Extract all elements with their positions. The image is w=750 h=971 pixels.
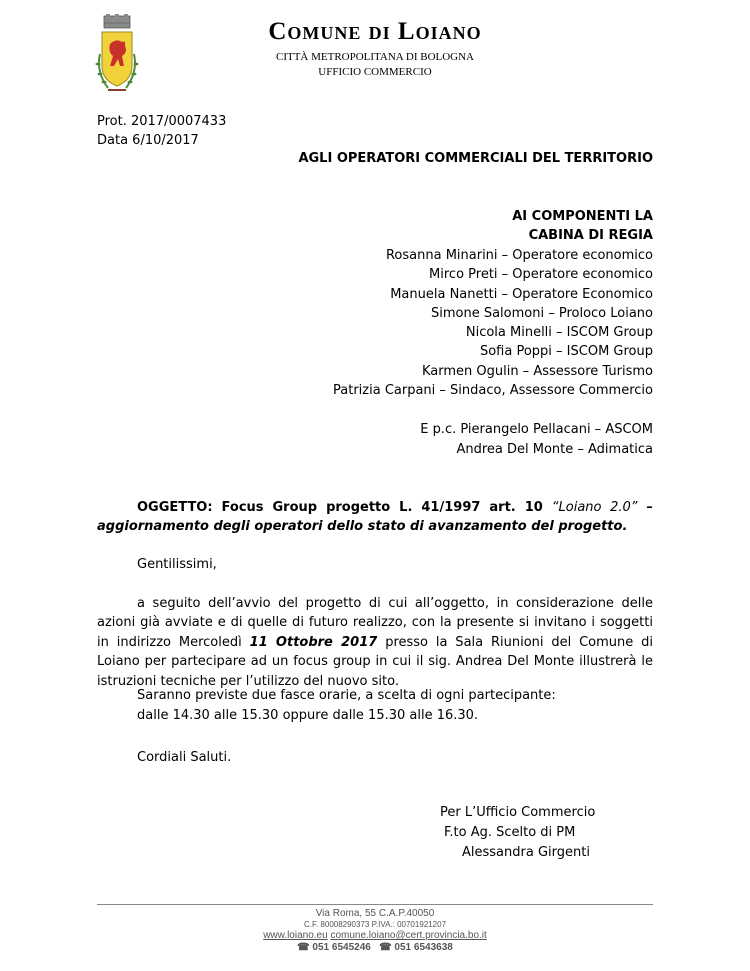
cc-line: Andrea Del Monte – Adimatica [456, 441, 653, 457]
email-link[interactable]: comune.loiano@cert.provincia.bo.it [330, 930, 487, 941]
signature-name: Alessandra Girgenti [462, 845, 590, 860]
list-item: Nicola Minelli – ISCOM Group [465, 325, 653, 341]
list-item: Karmen Ogulin – Assessore Turismo [421, 363, 653, 379]
office-line: UFFICIO COMMERCIO [318, 66, 432, 78]
time-slots-intro: Saranno previste due fasce orarie, a scelta di ogni partecipante: [137, 688, 556, 703]
body-paragraph [97, 594, 653, 691]
footer-divider [97, 904, 653, 905]
fax-icon: ☎ [379, 942, 392, 953]
cc-block [420, 420, 653, 459]
website-link[interactable]: www.loiano.eu [263, 930, 328, 941]
list-item: Sofia Poppi – ISCOM Group [479, 344, 653, 360]
time-slots: dalle 14.30 alle 15.30 oppure dalle 15.30 alle 16.30. [137, 708, 479, 723]
municipal-crest-icon [94, 14, 140, 98]
cabina-heading-line1: AI COMPONENTI LA [512, 209, 653, 224]
fax-number: 051 6543638 [394, 942, 453, 953]
list-item: Rosanna Minarini – Operatore economico [385, 248, 653, 263]
signature-office: Per L’Ufficio Commercio [440, 805, 596, 820]
footer-contacts [175, 930, 575, 941]
subject-text-2: – aggiornamento degli operatori dello stato di avanzamento del progetto. [97, 500, 653, 534]
footer-fiscal: C.F. 80008290373 P.IVA.: 00701921207 [303, 920, 447, 929]
municipality-title: Comune di Loiano [268, 18, 482, 45]
body-text-2: presso la Sala Riunioni del Comune di Loiano per partecipare ad un focus group in cui il sig. Andrea Del Monte illustrerà le istruzioni tecniche per l’utilizzo del nuovo sito. [97, 634, 654, 689]
subject-paragraph [97, 498, 653, 536]
cabina-heading-line2: CABINA DI REGIA [528, 228, 653, 243]
list-item: Manuela Nanetti – Operatore Economico [390, 286, 653, 302]
closing: Cordiali Saluti. [137, 750, 232, 765]
phone-icon: ☎ [297, 942, 310, 953]
body-text-1: a seguito dell’avvio del progetto di cui all’oggetto, in considerazione delle azioni già avviate e di quelle di futuro realizzo, con la presente si invitano i soggetti in indirizzo Mercoledì [97, 596, 653, 650]
signature-block [440, 803, 595, 863]
list-item: Mirco Preti – Operatore economico [429, 267, 653, 283]
cabina-heading [512, 207, 653, 245]
list-item: Simone Salomoni – Proloco Loiano [430, 305, 653, 321]
greeting: Gentilissimi, [137, 557, 217, 572]
cc-line: E p.c. Pierangelo Pellacani – ASCOM [420, 422, 653, 437]
protocol-number: Prot. 2017/0007433 [97, 114, 227, 129]
footer-address: Via Roma, 55 C.A.P.40050 [315, 908, 435, 919]
subject-text-1: Focus Group progetto L. 41/1997 art. 10 [221, 500, 552, 515]
footer-phones [175, 942, 575, 953]
subject-label: OGGETTO: [137, 500, 213, 515]
meeting-date: 11 Ottobre 2017 [249, 634, 378, 650]
subject-quote: “Loiano 2.0” [551, 500, 638, 515]
list-item: Patrizia Carpani – Sindaco, Assessore Commercio [333, 383, 653, 399]
main-addressee: AGLI OPERATORI COMMERCIALI DEL TERRITORIO [298, 151, 653, 166]
phone-number: 051 6545246 [312, 942, 371, 953]
members-list [333, 246, 653, 400]
metro-city-line: CITTÀ METROPOLITANA DI BOLOGNA [275, 51, 475, 63]
signature-role: F.to Ag. Scelto di PM [444, 825, 576, 840]
document-date: Data 6/10/2017 [97, 133, 199, 148]
